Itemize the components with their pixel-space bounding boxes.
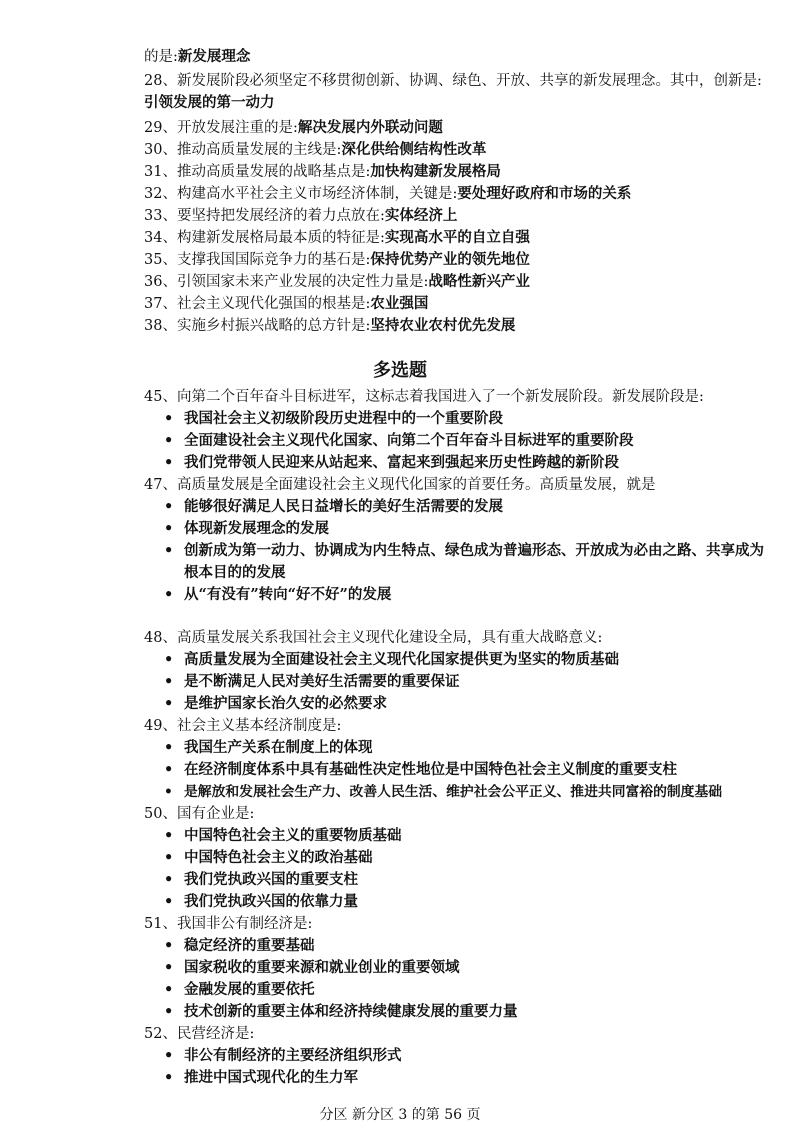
- option-item: • 是维护国家长治久安的必然要求: [184, 693, 774, 715]
- question-text: 的是:: [144, 49, 178, 65]
- fill-item-32: 32、构建高水平社会主义市场经济体制，关键是:要处理好政府和市场的关系: [144, 185, 632, 202]
- option-item: • 是解放和发展社会生产力、改善人民生活、维护社会公平正义、推进共同富裕的制度基础: [184, 781, 774, 803]
- option-item: • 能够很好满足人民日益增长的美好生活需要的发展: [184, 496, 774, 518]
- fill-item-30: 30、推动高质量发展的主线是:深化供给侧结构性改革: [144, 141, 487, 158]
- question-text: 新发展阶段必须坚定不移贯彻创新、协调、绿色、开放、共享的新发展理念。其中，创新是:: [176, 73, 762, 89]
- page-footer: 分区 新分区 3 的第 56 页: [319, 1107, 481, 1123]
- option-item: • 我国生产关系在制度上的体现: [184, 737, 774, 759]
- fill-item-33: 33、要坚持把发展经济的着力点放在:实体经济上: [144, 207, 458, 224]
- option-item: • 高质量发展为全面建设社会主义现代化国家提供更为坚实的物质基础: [184, 649, 774, 671]
- option-item: • 我们党执政兴国的依靠力量: [184, 891, 774, 913]
- option-item: • 是不断满足人民对美好生活需要的重要保证: [184, 671, 774, 693]
- multi-question-48: 48、高质量发展关系我国社会主义现代化建设全局，具有重大战略意义:: [144, 630, 603, 646]
- answer-text: 引领发展的第一动力: [144, 94, 275, 111]
- option-item: • 金融发展的重要依托: [184, 979, 774, 1001]
- fill-item-29: 29、开放发展注重的是:解决发展内外联动问题: [144, 119, 443, 136]
- item-number: 28、: [144, 73, 177, 89]
- option-item: • 技术创新的重要主体和经济持续健康发展的重要力量: [184, 1001, 774, 1023]
- option-item: • 推进中国式现代化的生力军: [184, 1067, 774, 1089]
- multi-question-52: 52、民营经济是:: [144, 1026, 255, 1042]
- option-item: • 我们党带领人民迎来从站起来、富起来到强起来历史性跨越的新阶段: [184, 452, 774, 474]
- option-item: • 非公有制经济的主要经济组织形式: [184, 1045, 774, 1067]
- option-item: • 创新成为第一动力、协调成为内生特点、绿色成为普遍形态、开放成为必由之路、共享成为根本目的的发展: [184, 540, 774, 584]
- multi-question-50: 50、国有企业是:: [144, 806, 255, 822]
- fill-item-38: 38、实施乡村振兴战略的总方针是:坚持农业农村优先发展: [144, 317, 516, 334]
- option-item: • 全面建设社会主义现代化国家、向第二个百年奋斗目标进军的重要阶段: [184, 430, 774, 452]
- option-item: • 我国社会主义初级阶段历史进程中的一个重要阶段: [184, 408, 774, 430]
- fill-item-28: [144, 70, 774, 114]
- option-item: • 从“有没有”转向“好不好”的发展: [184, 584, 774, 606]
- option-item: • 在经济制度体系中具有基础性决定性地位是中国特色社会主义制度的重要支柱: [184, 759, 774, 781]
- fill-item-37: 37、社会主义现代化强国的根基是:农业强国: [144, 295, 429, 312]
- section-title: 多选题: [373, 360, 427, 381]
- fill-item-31: 31、推动高质量发展的战略基点是:加快构建新发展格局: [144, 163, 501, 180]
- option-item: • 国家税收的重要来源和就业创业的重要领域: [184, 957, 774, 979]
- option-item: • 我们党执政兴国的重要支柱: [184, 869, 774, 891]
- multi-question-47: 47、高质量发展是全面建设社会主义现代化国家的首要任务。高质量发展，就是: [144, 477, 656, 493]
- fill-item-34: 34、构建新发展格局最本质的特征是:实现高水平的自立自强: [144, 229, 530, 246]
- answer-text: 新发展理念: [177, 48, 251, 65]
- multi-question-45: 45、向第二个百年奋斗目标进军，这标志着我国进入了一个新发展阶段。新发展阶段是:: [144, 389, 704, 405]
- option-item: • 稳定经济的重要基础: [184, 935, 774, 957]
- multi-question-49: 49、社会主义基本经济制度是:: [144, 718, 342, 734]
- multi-question-51: 51、我国非公有制经济是:: [144, 916, 313, 932]
- option-item: • 中国特色社会主义的重要物质基础: [184, 825, 774, 847]
- option-item: • 体现新发展理念的发展: [184, 518, 774, 540]
- fill-item-35: 35、支撑我国国际竞争力的基石是:保持优势产业的领先地位: [144, 251, 530, 268]
- fill-item-27-tail: [144, 46, 774, 68]
- fill-item-36: 36、引领国家未来产业发展的决定性力量是:战略性新兴产业: [144, 273, 530, 290]
- option-item: • 中国特色社会主义的政治基础: [184, 847, 774, 869]
